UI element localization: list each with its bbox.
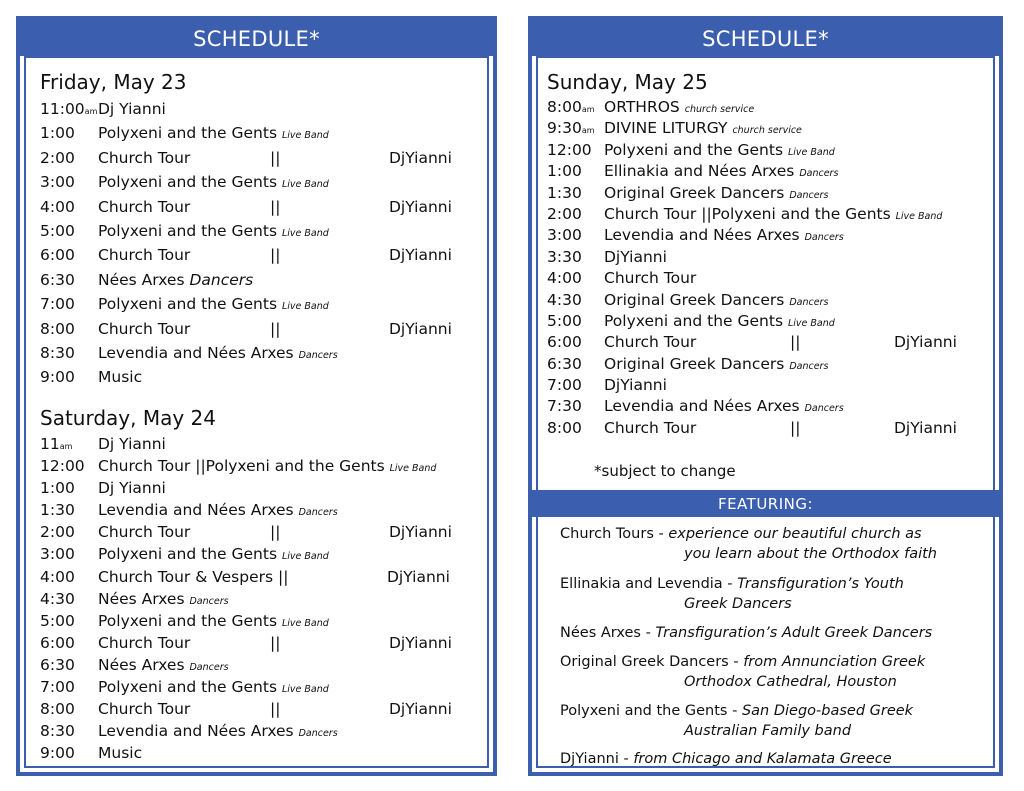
- schedule-header: SCHEDULE*: [20, 20, 493, 56]
- featuring-name: Ellinakia and Levendia: [560, 576, 723, 592]
- featuring-desc-cont: Orthodox Cathedral, Houston: [684, 674, 897, 690]
- featuring-desc-cont: you learn about the Orthodox faith: [684, 546, 937, 562]
- row-separator: ||: [270, 148, 281, 167]
- row-event: DjYianni: [604, 376, 667, 395]
- schedule-row: [547, 354, 999, 375]
- row-time: 5:00: [547, 311, 582, 330]
- row-time: 4:30: [547, 290, 582, 309]
- schedule-row: [40, 170, 493, 194]
- row-right-act: DjYianni: [389, 319, 452, 338]
- featuring-desc-cont: Australian Family band: [684, 723, 852, 739]
- schedule-header: SCHEDULE*: [532, 20, 999, 56]
- row-event: Nées Arxes Dancers: [98, 655, 229, 674]
- day-title-saturday: Saturday, May 24: [40, 406, 216, 430]
- row-right-act: DjYianni: [389, 246, 452, 265]
- schedule-row: [547, 290, 999, 311]
- row-time: 8:00: [40, 700, 75, 719]
- row-event: Original Greek Dancers Dancers: [604, 290, 829, 309]
- day-title-friday: Friday, May 23: [40, 70, 187, 94]
- row-event: Church Tour: [98, 319, 191, 338]
- subject-to-change-note: *subject to change: [594, 462, 736, 480]
- featuring-desc: San Diego-based Greek: [741, 703, 914, 719]
- event-type-tag: Dancers: [189, 595, 229, 607]
- row-separator: ||: [270, 700, 281, 719]
- row-time: 9:30am: [547, 119, 595, 138]
- featuring-desc: Transfiguration’s Adult Greek Dancers: [655, 625, 933, 641]
- row-event: Nées Arxes Dancers: [98, 270, 254, 289]
- row-right-act: DjYianni: [894, 333, 957, 352]
- schedule-row: [547, 161, 999, 182]
- schedule-row: [547, 97, 999, 118]
- row-time: 9:00: [40, 368, 75, 387]
- row-event: Levendia and Nées Arxes Dancers: [98, 501, 338, 520]
- row-time: 4:00: [547, 269, 582, 288]
- row-time: 2:00: [40, 523, 75, 542]
- schedule-row: [40, 566, 493, 588]
- row-separator: ||: [790, 333, 801, 352]
- row-right-act: DjYianni: [387, 567, 450, 586]
- schedule-row: [40, 720, 493, 742]
- event-type-tag: Dancers: [789, 296, 829, 308]
- row-time: 4:30: [40, 589, 75, 608]
- schedule-row: [547, 204, 999, 225]
- row-event: Church Tour: [98, 523, 191, 542]
- row-event: Ellinakia and Nées Arxes Dancers: [604, 162, 839, 181]
- event-type-tag: Dancers: [298, 728, 338, 740]
- row-time: 6:00: [547, 333, 582, 352]
- saturday-schedule: [40, 433, 493, 764]
- event-type-tag: Dancers: [799, 168, 839, 180]
- event-type-tag: Dancers: [804, 403, 844, 415]
- row-time: 8:00: [40, 319, 75, 338]
- schedule-row: [40, 543, 493, 565]
- row-right-act: DjYianni: [389, 633, 452, 652]
- row-right-act: DjYianni: [389, 197, 452, 216]
- schedule-row: [547, 418, 999, 439]
- schedule-row: [40, 97, 493, 121]
- schedule-row: [40, 268, 493, 292]
- time-suffix: am: [84, 107, 98, 116]
- row-time: 6:30: [40, 270, 75, 289]
- row-time: 3:30: [547, 247, 582, 266]
- row-event: Levendia and Nées Arxes Dancers: [98, 343, 338, 362]
- event-type-tag: church service: [732, 125, 802, 137]
- row-time: 7:00: [547, 376, 582, 395]
- event-type-tag: Live Band: [281, 684, 329, 696]
- time-suffix: am: [581, 126, 595, 136]
- featuring-item: Polyxeni and the Gents - San Diego-based Greek Australian Family band: [560, 701, 990, 741]
- row-event: Dj Yianni: [98, 435, 166, 453]
- row-separator: ||: [270, 246, 281, 265]
- row-time: 1:30: [40, 501, 75, 520]
- schedule-row: [547, 332, 999, 353]
- row-event: Church Tour ||Polyxeni and the Gents Live Band: [98, 457, 437, 476]
- event-type-tag: Live Band: [787, 146, 835, 158]
- row-time: 6:00: [40, 246, 75, 265]
- row-time: 5:00: [40, 221, 75, 240]
- row-event: Polyxeni and the Gents Live Band: [604, 311, 835, 330]
- schedule-panel-right: [528, 16, 1003, 776]
- event-type-tag: Dancers: [189, 270, 254, 289]
- row-event: Church Tour: [98, 197, 191, 216]
- row-event: DIVINE LITURGY church service: [604, 119, 802, 138]
- featuring-desc-cont: Greek Dancers: [684, 596, 792, 612]
- featuring-name: Polyxeni and the Gents: [560, 703, 728, 719]
- schedule-row: [547, 118, 999, 139]
- row-event: Levendia and Nées Arxes Dancers: [604, 397, 844, 416]
- featuring-item: DjYianni - from Chicago and Kalamata Greece: [560, 751, 892, 767]
- schedule-row: [40, 121, 493, 145]
- schedule-row: [547, 396, 999, 417]
- schedule-row: [40, 146, 493, 170]
- row-event: Polyxeni and the Gents Live Band: [98, 678, 329, 697]
- featuring-item: Ellinakia and Levendia - Transfiguration’s Youth Greek Dancers: [560, 574, 990, 614]
- row-time: 6:30: [40, 655, 75, 674]
- event-type-tag: Live Band: [895, 210, 943, 222]
- featuring-desc: from Chicago and Kalamata Greece: [633, 751, 892, 767]
- sunday-schedule: [547, 97, 999, 439]
- row-time: 4:00: [40, 567, 75, 586]
- row-event: Polyxeni and the Gents Live Band: [98, 124, 329, 143]
- schedule-row: [547, 247, 999, 268]
- schedule-row: [40, 243, 493, 267]
- row-event: Levendia and Nées Arxes Dancers: [604, 226, 844, 245]
- featuring-desc: Transfiguration’s Youth: [737, 576, 904, 592]
- row-event: ORTHROS church service: [604, 98, 755, 116]
- event-type-tag: Dancers: [789, 360, 829, 372]
- schedule-row: [40, 292, 493, 316]
- row-right-act: DjYianni: [389, 523, 452, 542]
- row-right-act: DjYianni: [389, 148, 452, 167]
- schedule-row: [547, 375, 999, 396]
- schedule-row: [547, 268, 999, 289]
- schedule-row: [40, 654, 493, 676]
- featuring-name: Nées Arxes: [560, 625, 641, 641]
- event-type-tag: Dancers: [804, 232, 844, 244]
- schedule-row: [40, 195, 493, 219]
- event-type-tag: church service: [684, 104, 755, 115]
- featuring-item: Nées Arxes - Transfiguration’s Adult Greek Dancers: [560, 625, 933, 641]
- schedule-row: [40, 698, 493, 720]
- time-suffix: am: [581, 105, 595, 114]
- event-type-tag: Dancers: [789, 189, 829, 201]
- row-time: 8:30: [40, 722, 75, 741]
- schedule-row: [547, 183, 999, 204]
- row-event: Church Tour: [98, 700, 191, 719]
- row-time: 7:00: [40, 678, 75, 697]
- row-time: 3:00: [40, 545, 75, 564]
- row-event: Original Greek Dancers Dancers: [604, 183, 829, 202]
- row-time: 8:00: [547, 418, 582, 437]
- schedule-row: [547, 311, 999, 332]
- row-event: Dj Yianni: [98, 479, 166, 498]
- featuring-item: Original Greek Dancers - from Annunciation Greek Orthodox Cathedral, Houston: [560, 652, 990, 692]
- row-event: Music: [98, 744, 143, 763]
- event-type-tag: Dancers: [298, 507, 338, 519]
- row-event: Church Tour & Vespers ||: [98, 567, 289, 586]
- event-type-tag: Live Band: [281, 227, 329, 239]
- row-event: Original Greek Dancers Dancers: [604, 354, 829, 373]
- row-event: Polyxeni and the Gents Live Band: [98, 545, 329, 564]
- schedule-row: [40, 341, 493, 365]
- row-time: 1:00: [40, 124, 75, 143]
- featuring-desc: from Annunciation Greek: [743, 654, 926, 670]
- event-type-tag: Live Band: [281, 551, 329, 563]
- event-type-tag: Live Band: [281, 179, 329, 191]
- row-time: 3:00: [547, 226, 582, 245]
- schedule-row: [40, 521, 493, 543]
- featuring-name: Church Tours: [560, 526, 654, 542]
- row-time: 6:30: [547, 354, 582, 373]
- row-separator: ||: [270, 633, 281, 652]
- row-event: DjYianni: [604, 247, 667, 266]
- row-event: Polyxeni and the Gents Live Band: [98, 611, 329, 630]
- day-title-sunday: Sunday, May 25: [547, 70, 708, 94]
- row-time: 1:00: [40, 479, 75, 498]
- schedule-row: [40, 632, 493, 654]
- schedule-row: [40, 433, 493, 455]
- row-event: Polyxeni and the Gents Live Band: [604, 140, 835, 159]
- event-type-tag: Live Band: [281, 617, 329, 629]
- row-time: 1:00: [547, 162, 582, 181]
- row-event: Levendia and Nées Arxes Dancers: [98, 722, 338, 741]
- row-right-act: DjYianni: [389, 700, 452, 719]
- featuring-desc: experience our beautiful church as: [668, 526, 922, 542]
- row-time: 12:00: [547, 140, 592, 159]
- row-event: Polyxeni and the Gents Live Band: [98, 221, 329, 240]
- event-type-tag: Dancers: [298, 349, 338, 361]
- row-time: 11:00am: [40, 100, 98, 118]
- event-type-tag: Live Band: [787, 317, 835, 329]
- schedule-row: [40, 365, 493, 389]
- schedule-row: [40, 676, 493, 698]
- schedule-panel-left: [16, 16, 497, 776]
- schedule-row: [547, 225, 999, 246]
- row-time: 12:00: [40, 457, 85, 476]
- row-event: Dj Yianni: [98, 100, 166, 118]
- row-time: 2:00: [40, 148, 75, 167]
- event-type-tag: Dancers: [189, 661, 229, 673]
- row-time: 7:00: [40, 295, 75, 314]
- row-time: 3:00: [40, 173, 75, 192]
- row-event: Church Tour: [98, 148, 191, 167]
- row-time: 8:30: [40, 343, 75, 362]
- row-time: 7:30: [547, 397, 582, 416]
- row-right-act: DjYianni: [894, 418, 957, 437]
- row-time: 6:00: [40, 633, 75, 652]
- row-event: Polyxeni and the Gents Live Band: [98, 295, 329, 314]
- row-event: Church Tour: [604, 333, 697, 352]
- row-time: 1:30: [547, 183, 582, 202]
- schedule-row: [40, 317, 493, 341]
- row-time: 4:00: [40, 197, 75, 216]
- row-time: 5:00: [40, 611, 75, 630]
- schedule-row: [40, 455, 493, 477]
- featuring-name: Original Greek Dancers: [560, 654, 729, 670]
- schedule-row: [40, 477, 493, 499]
- row-event: Nées Arxes Dancers: [98, 589, 229, 608]
- row-event: Church Tour: [604, 418, 697, 437]
- row-event: Church Tour: [604, 269, 697, 288]
- row-event: Church Tour: [98, 246, 191, 265]
- row-time: 2:00: [547, 204, 582, 223]
- schedule-row: [547, 140, 999, 161]
- row-time: 8:00am: [547, 98, 595, 116]
- row-time: 9:00: [40, 744, 75, 763]
- schedule-row: [40, 219, 493, 243]
- event-type-tag: Live Band: [389, 463, 437, 475]
- row-time: 11am: [40, 435, 73, 453]
- row-separator: ||: [270, 319, 281, 338]
- friday-schedule: [40, 97, 493, 390]
- row-event: Church Tour ||Polyxeni and the Gents Live Band: [604, 204, 943, 223]
- row-separator: ||: [790, 418, 801, 437]
- schedule-row: [40, 588, 493, 610]
- featuring-item: Church Tours - experience our beautiful church as you learn about the Orthodox faith: [560, 524, 990, 564]
- event-type-tag: Live Band: [281, 130, 329, 142]
- featuring-name: DjYianni: [560, 751, 619, 767]
- row-event: Music: [98, 368, 143, 387]
- schedule-row: [40, 610, 493, 632]
- schedule-row: [40, 499, 493, 521]
- row-event: Church Tour: [98, 633, 191, 652]
- time-suffix: am: [59, 442, 73, 451]
- schedule-row: [40, 742, 493, 764]
- event-type-tag: Live Band: [281, 301, 329, 313]
- row-event: Polyxeni and the Gents Live Band: [98, 173, 329, 192]
- row-separator: ||: [270, 523, 281, 542]
- row-separator: ||: [270, 197, 281, 216]
- featuring-header: FEATURING:: [532, 490, 999, 517]
